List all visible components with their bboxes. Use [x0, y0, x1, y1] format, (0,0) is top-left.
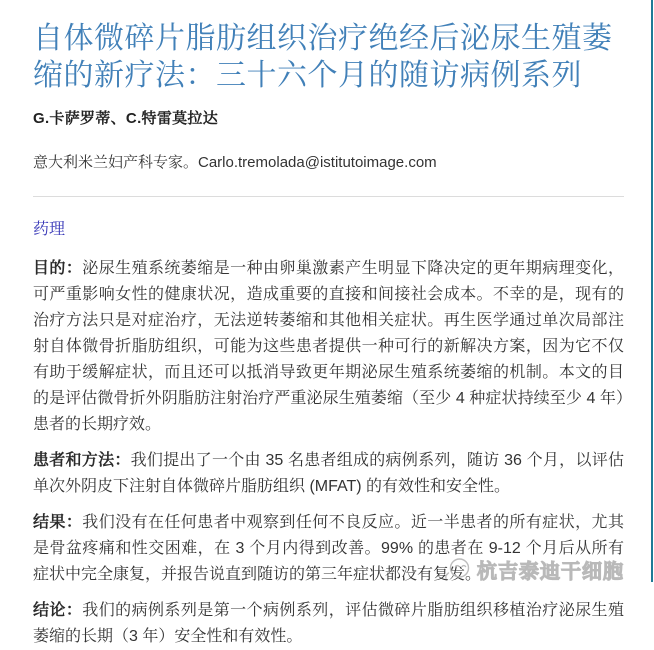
authors-line: G.卡萨罗蒂、C.特雷莫拉达	[33, 110, 219, 127]
section-purpose	[33, 256, 624, 438]
section-conclusions	[33, 598, 624, 650]
section-conclusions-text: 我们的病例系列是第一个病例系列，评估微碎片脂肪组织移植治疗泌尿生殖萎缩的长期（3 年）安全性和有效性。	[33, 602, 624, 645]
page-title: 自体微碎片脂肪组织治疗绝经后泌尿生殖萎缩的新疗法：三十六个月的随访病例系列	[33, 22, 613, 92]
section-results	[33, 510, 624, 588]
watermark-text: 杭吉泰迪干细胞	[477, 561, 624, 583]
section-patients-methods-text: 我们提出了一个由 35 名患者组成的病例系列，随访 36 个月，以评估单次外阴皮下注射自体微碎片脂肪组织 (MFAT) 的有效性和安全性。	[33, 452, 624, 495]
right-edge-line	[651, 0, 653, 582]
section-purpose-text: 泌尿生殖系统萎缩是一种由卵巢激素产生明显下降决定的更年期病理变化，可严重影响女性的健康状况，造成重要的直接和间接社会成本。不幸的是，现有的治疗方法只是对症治疗，无法逆转萎缩和其他相关症状。再生医学通过单次局部注射自体微骨折脂肪组织，可能为这些患者提供一种可行的新解决方案，因为它不仅有助于缓解症状，而且还可以抵消导致更年期泌尿生殖系统萎缩的机制。本文的目的是评估微骨折外阴脂肪注射治疗严重泌尿生殖萎缩（至少 4 种症状持续至少 4 年）患者的长期疗效。	[33, 260, 624, 433]
affiliation-line: 意大利米兰妇产科专家。Carlo.tremolada@istitutoimage.com	[33, 154, 437, 171]
section-results-text: 我们没有在任何患者中观察到任何不良反应。近一半患者的所有症状，尤其是骨盆疼痛和性交困难，在 3 个月内得到改善。99% 的患者在 9-12 个月后从所有症状中完全康复，并报告说直到随访的第三年症状都没有复发。	[33, 514, 624, 583]
divider	[33, 196, 624, 197]
section-conclusions-label: 结论：	[33, 602, 83, 619]
category-link[interactable]: 药理	[33, 221, 66, 238]
section-results-label: 结果：	[33, 514, 83, 531]
section-purpose-label: 目的：	[33, 260, 83, 277]
section-patients-methods	[33, 448, 624, 500]
section-patients-methods-label: 患者和方法：	[33, 452, 131, 469]
